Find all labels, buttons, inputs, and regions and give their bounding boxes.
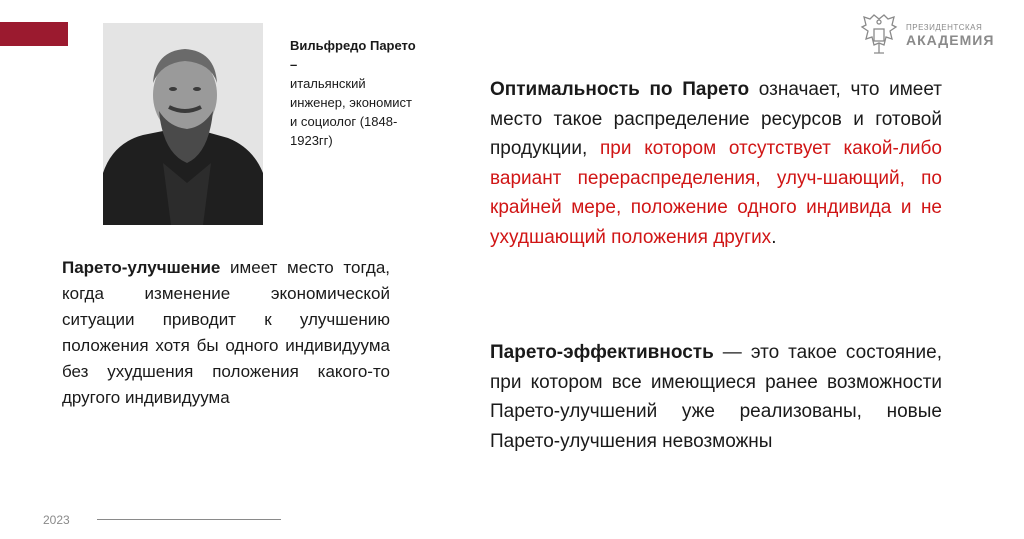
logo-text — [906, 24, 994, 47]
pareto-optimality-end: . — [771, 226, 777, 248]
footer-divider — [97, 519, 281, 520]
portrait-illustration — [103, 23, 263, 225]
logo-line-1: ПРЕЗИДЕНТСКАЯ — [906, 22, 983, 32]
accent-bar — [0, 22, 68, 46]
caption-name: Вильфредо Парето – — [290, 38, 416, 72]
portrait-caption — [290, 36, 420, 150]
pareto-optimality-highlight: при котором отсутствует какой-либо вариант перераспределения, улуч-шающий, по крайней мере, положение одного индивида и не ухудшающий положения других — [490, 138, 942, 248]
pareto-optimality-definition — [490, 75, 942, 252]
pareto-efficiency-definition — [490, 338, 942, 456]
pareto-improvement-definition — [62, 255, 390, 411]
logo-line-2: АКАДЕМИЯ — [906, 31, 995, 48]
double-eagle-emblem-icon — [860, 13, 898, 57]
term-pareto-efficiency: Парето-эффективность — [490, 342, 714, 363]
pareto-improvement-text: имеет место тогда, когда изменение экономической ситуации приводит к улучшению положения хотя бы одного индивидуума без ухудшения положения какого-то другого индивидуума — [62, 258, 390, 407]
pareto-efficiency-text: — это такое состояние, при котором все имеющиеся ранее возможности Парето-улучшений уже реализованы, новые Парето-улучшения невозможны — [490, 342, 942, 452]
academy-logo — [860, 10, 995, 60]
footer-year: 2023 — [43, 513, 70, 527]
term-pareto-optimality: Оптимальность по Парето — [490, 79, 750, 100]
portrait-photo — [103, 23, 263, 225]
term-pareto-improvement: Парето-улучшение — [62, 258, 221, 277]
pareto-optimality-text: означает, что имеет место такое распределение ресурсов и готовой продукции, — [490, 79, 943, 159]
caption-description: итальянский инженер, экономист и социолог (1848-1923гг) — [290, 76, 412, 148]
